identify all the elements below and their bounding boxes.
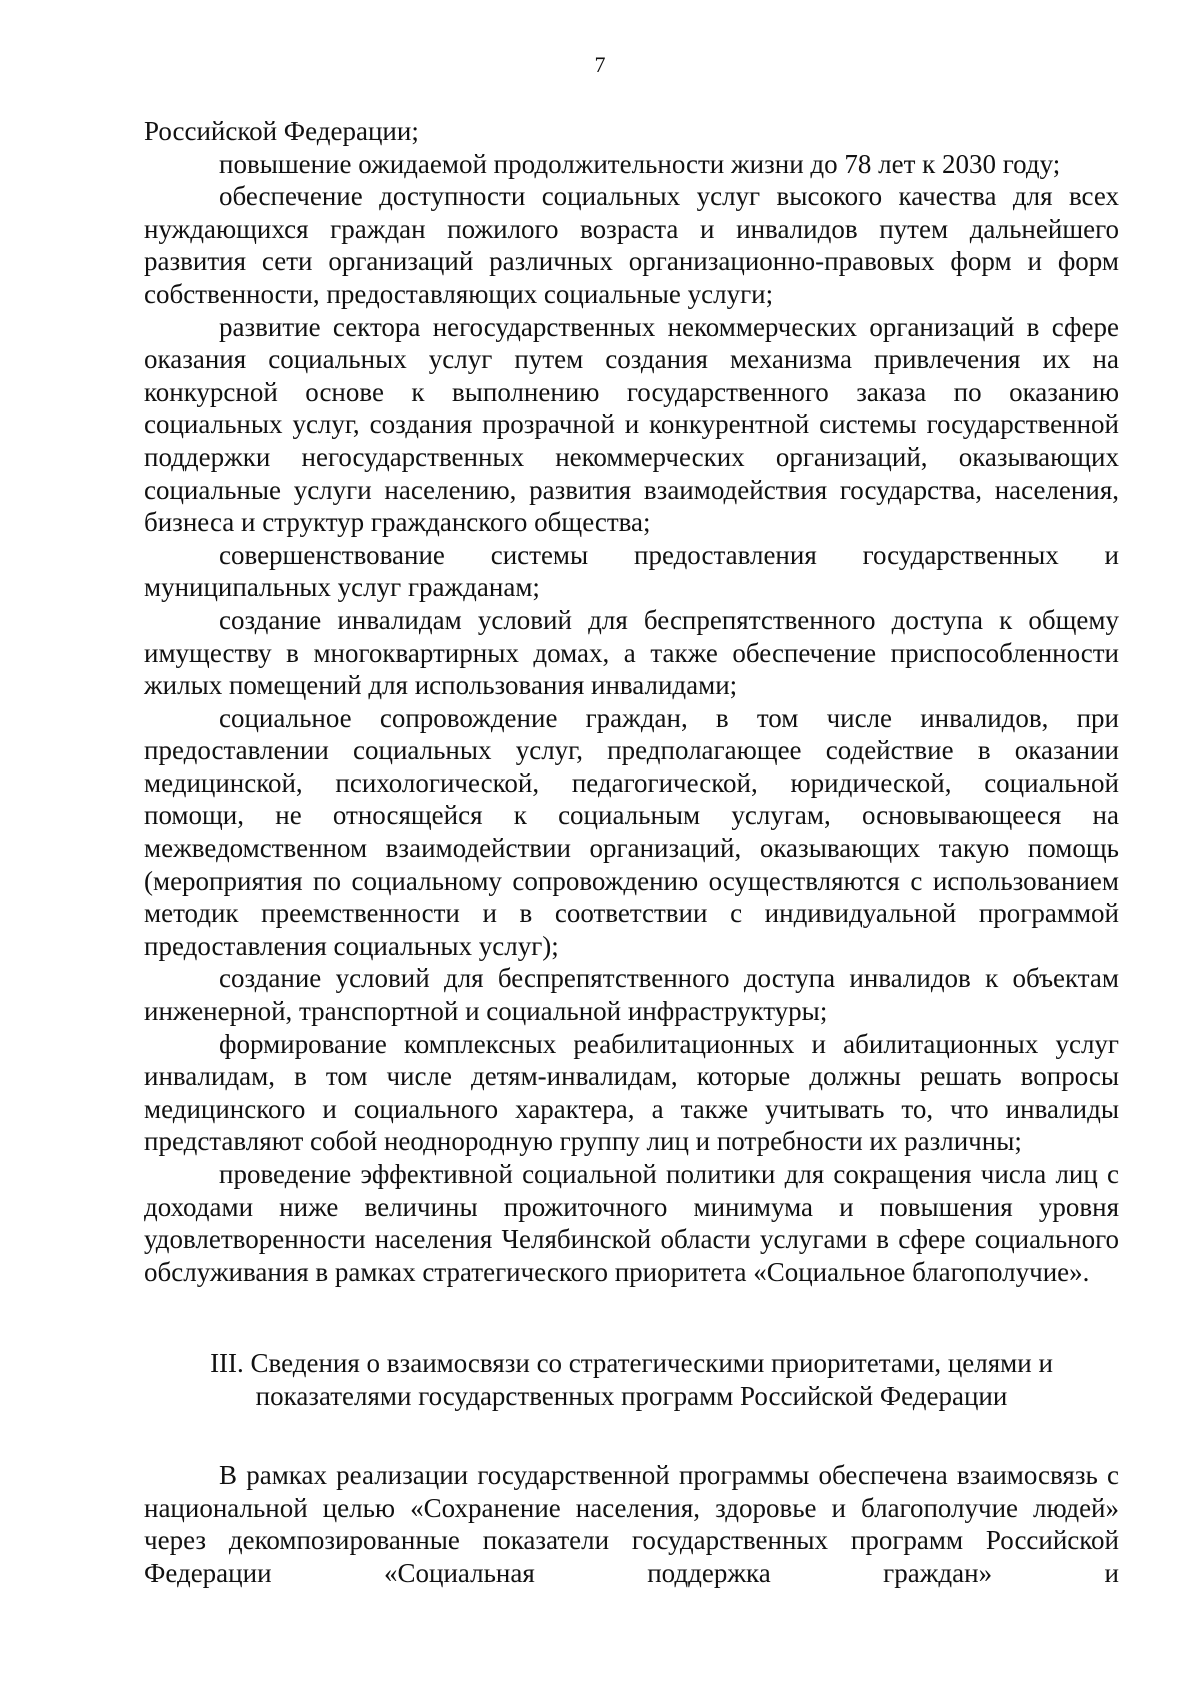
- paragraph-life-expectancy: повышение ожидаемой продолжительности жизни до 78 лет к 2030 году;: [219, 148, 1061, 179]
- paragraph-rehabilitation: формирование комплексных реабилитационных и абилитационных услуг инвалидам, в том числе детям-инвалидам, которые должны решать вопросы медицинского и социального характера, а также учитывать то, что инвалиды представляют собой неоднородную группу лиц и потребности их различны;: [144, 1028, 1119, 1157]
- paragraph-continuation: Российской Федерации;: [144, 116, 419, 146]
- section-body: [144, 1459, 1119, 1589]
- paragraph-social-policy: проведение эффективной социальной политики для сокращения числа лиц с доходами ниже величины прожиточного минимума и повышения уровня удовлетворенности населения Челябинской области услугами в сфере социального обслуживания в рамках стратегического приоритета «Социальное благополучие».: [144, 1159, 1119, 1287]
- section-heading-line-1: III. Сведения о взаимосвязи со стратегическими приоритетами, целями и: [210, 1348, 1053, 1378]
- paragraph-service-improvement: совершенствование системы предоставления государственных и муниципальных услуг гражданам;: [144, 539, 1119, 603]
- paragraph-social-support: социальное сопровождение граждан, в том числе инвалидов, при предоставлении социальных услуг, предполагающее содействие в оказании медицинской, психологической, педагогической, юридической, социальной помощи, не относящейся к социальным услугам, основывающееся на межведомственном взаимодействии организаций, оказывающих такую помощь (мероприятия по социальному сопровождению осуществляются с использованием методик преемственности и в соответствии с индивидуальной программой предоставления социальных услуг);: [144, 702, 1119, 961]
- page-number: 7: [594, 52, 606, 77]
- paragraph-service-access: обеспечение доступности социальных услуг высокого качества для всех нуждающихся граждан пожилого возраста и инвалидов путем дальнейшего развития сети организаций различных организационно-правовых форм и форм собственности, предоставляющих социальные услуги;: [144, 181, 1119, 309]
- section-heading: [144, 1347, 1119, 1412]
- body-text: [144, 115, 1119, 1288]
- paragraph-infrastructure-access: создание условий для беспрепятственного доступа инвалидов к объектам инженерной, транспортной и социальной инфраструктуры;: [144, 963, 1119, 1027]
- paragraph-housing-access: создание инвалидам условий для беспрепятственного доступа к общему имуществу в многоквартирных домах, а также обеспечение приспособленности жилых помещений для использования инвалидами;: [144, 604, 1119, 701]
- section-paragraph: В рамках реализации государственной программы обеспечена взаимосвязь с национальной целью «Сохранение населения, здоровье и благополучие людей» через декомпозированные показатели государственных программ Российской Федерации «Социальная поддержка граждан» и: [144, 1460, 1119, 1588]
- section-heading-line-2: показателями государственных программ Российской Федерации: [255, 1380, 1008, 1411]
- paragraph-nonprofit-sector: развитие сектора негосударственных некоммерческих организаций в сфере оказания социальных услуг путем создания механизма привлечения их на конкурсной основе к выполнению государственного заказа по оказанию социальных услуг, создания прозрачной и конкурентной системы государственной поддержки негосударственных некоммерческих организаций, оказывающих социальные услуги населению, развития взаимодействия государства, населения, бизнеса и структур гражданского общества;: [144, 311, 1119, 538]
